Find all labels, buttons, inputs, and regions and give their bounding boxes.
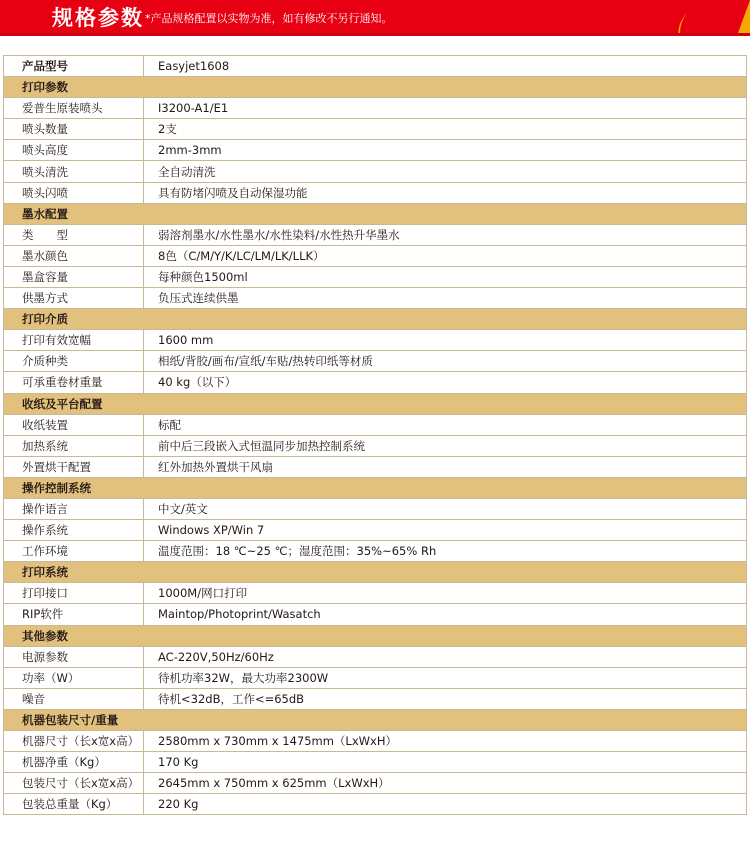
section-header-row	[4, 309, 747, 330]
spec-row	[4, 288, 747, 309]
spec-value: 具有防堵闪喷及自动保湿功能	[144, 182, 747, 203]
spec-label: 电源参数	[4, 646, 144, 667]
spec-row	[4, 731, 747, 752]
spec-value: 2645mm x 750mm x 625mm（LxWxH）	[144, 773, 747, 794]
section-title: 打印介质	[4, 309, 747, 330]
section-title: 机器包装尺寸/重量	[4, 709, 747, 730]
spec-table	[3, 55, 747, 815]
spec-label: 墨盒容量	[4, 266, 144, 287]
section-header-row	[4, 203, 747, 224]
spec-label: 包装尺寸（长x宽x高）	[4, 773, 144, 794]
spec-row	[4, 414, 747, 435]
spec-label: 爱普生原装喷头	[4, 98, 144, 119]
spec-label: 工作环境	[4, 541, 144, 562]
section-header-row	[4, 562, 747, 583]
spec-row	[4, 372, 747, 393]
section-header-row	[4, 477, 747, 498]
spec-label: 喷头高度	[4, 140, 144, 161]
spec-label: 操作系统	[4, 520, 144, 541]
spec-value: 2mm-3mm	[144, 140, 747, 161]
section-header-row	[4, 625, 747, 646]
section-header-row	[4, 77, 747, 98]
spec-row	[4, 773, 747, 794]
spec-value: I3200-A1/E1	[144, 98, 747, 119]
spec-row	[4, 119, 747, 140]
spec-row	[4, 667, 747, 688]
spec-label: 喷头数量	[4, 119, 144, 140]
spec-label: 墨水颜色	[4, 245, 144, 266]
spec-value: 1600 mm	[144, 330, 747, 351]
spec-label: 供墨方式	[4, 288, 144, 309]
spec-value: 170 Kg	[144, 752, 747, 773]
spec-row	[4, 456, 747, 477]
model-row	[4, 56, 747, 77]
spec-row	[4, 646, 747, 667]
spec-label: 操作语言	[4, 498, 144, 519]
spec-row	[4, 794, 747, 815]
spec-value: Windows XP/Win 7	[144, 520, 747, 541]
spec-label: 可承重卷材重量	[4, 372, 144, 393]
spec-row	[4, 583, 747, 604]
spec-value: 红外加热外置烘干风扇	[144, 456, 747, 477]
spec-label: 喷头闪喷	[4, 182, 144, 203]
banner-bottom-bar	[0, 33, 750, 36]
spec-value: 温度范围：18 ℃~25 ℃；湿度范围：35%~65% Rh	[144, 541, 747, 562]
spec-row	[4, 520, 747, 541]
spec-value: 中文/英文	[144, 498, 747, 519]
spec-value: 8色（C/M/Y/K/LC/LM/LK/LLK）	[144, 245, 747, 266]
section-title: 墨水配置	[4, 203, 747, 224]
spec-row	[4, 435, 747, 456]
spec-value: 2支	[144, 119, 747, 140]
spec-value: 待机<32dB，工作<=65dB	[144, 688, 747, 709]
spec-row	[4, 330, 747, 351]
spec-label: 功率（W）	[4, 667, 144, 688]
section-title: 其他参数	[4, 625, 747, 646]
spec-value: 待机功率32W，最大功率2300W	[144, 667, 747, 688]
spec-label: 打印有效宽幅	[4, 330, 144, 351]
spec-label: 喷头清洗	[4, 161, 144, 182]
spec-row	[4, 224, 747, 245]
spec-value: 220 Kg	[144, 794, 747, 815]
spec-label: 包装总重量（Kg）	[4, 794, 144, 815]
section-title: 收纸及平台配置	[4, 393, 747, 414]
disclaimer-note: *产品规格配置以实物为准，如有修改不另行通知。	[145, 12, 393, 25]
spec-row	[4, 688, 747, 709]
section-header-row	[4, 709, 747, 730]
section-header-row	[4, 393, 747, 414]
spec-label: 加热系统	[4, 435, 144, 456]
spec-value: 1000M/网口打印	[144, 583, 747, 604]
spec-value: 2580mm x 730mm x 1475mm（LxWxH）	[144, 731, 747, 752]
spec-label: 机器尺寸（长x宽x高）	[4, 731, 144, 752]
spec-value: 40 kg（以下）	[144, 372, 747, 393]
spec-label: 外置烘干配置	[4, 456, 144, 477]
spec-value: 相纸/背胶/画布/宣纸/车贴/热转印纸等材质	[144, 351, 747, 372]
spec-label: RIP软件	[4, 604, 144, 625]
model-label: 产品型号	[4, 56, 144, 77]
spec-value: 全自动清洗	[144, 161, 747, 182]
spec-value: Maintop/Photoprint/Wasatch	[144, 604, 747, 625]
banner-accent-shape-inner	[671, 0, 750, 36]
spec-row	[4, 604, 747, 625]
section-title: 操作控制系统	[4, 477, 747, 498]
spec-label: 类 型	[4, 224, 144, 245]
spec-row	[4, 140, 747, 161]
spec-row	[4, 98, 747, 119]
spec-row	[4, 351, 747, 372]
spec-label: 介质种类	[4, 351, 144, 372]
spec-value: 标配	[144, 414, 747, 435]
spec-row	[4, 498, 747, 519]
spec-row	[4, 161, 747, 182]
spec-label: 机器净重（Kg）	[4, 752, 144, 773]
spec-value: 弱溶剂墨水/水性墨水/水性染料/水性热升华墨水	[144, 224, 747, 245]
spec-row	[4, 266, 747, 287]
spec-value: AC-220V,50Hz/60Hz	[144, 646, 747, 667]
section-title: 打印系统	[4, 562, 747, 583]
spec-label: 打印接口	[4, 583, 144, 604]
header-banner	[0, 0, 750, 36]
spec-label: 收纸装置	[4, 414, 144, 435]
spec-row	[4, 182, 747, 203]
spec-row	[4, 245, 747, 266]
page-title: 规格参数	[52, 6, 144, 30]
spec-label: 噪音	[4, 688, 144, 709]
model-value: Easyjet1608	[144, 56, 747, 77]
spec-row	[4, 541, 747, 562]
spec-value: 负压式连续供墨	[144, 288, 747, 309]
spec-value: 前中后三段嵌入式恒温同步加热控制系统	[144, 435, 747, 456]
section-title: 打印参数	[4, 77, 747, 98]
spec-value: 每种颜色1500ml	[144, 266, 747, 287]
spec-row	[4, 752, 747, 773]
